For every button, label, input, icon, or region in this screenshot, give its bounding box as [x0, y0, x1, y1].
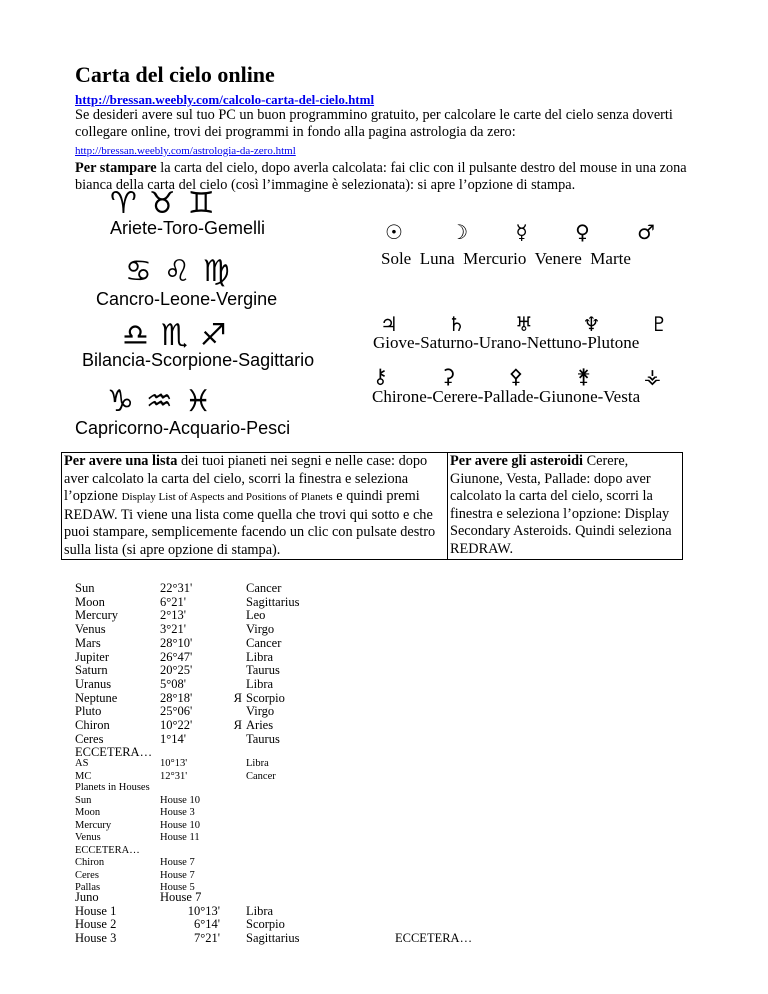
info-left-bold: Per avere una lista [64, 453, 178, 469]
sign: Cancer [246, 635, 282, 650]
positions-names [75, 582, 152, 760]
list-item: Mars [75, 635, 101, 650]
degree: 3°21' [160, 622, 187, 637]
zodiac-label-2: Cancro-Leone-Vergine [96, 289, 278, 309]
cusp-name: House 1 [75, 903, 117, 918]
intro-paragraph: Se desideri avere sul tuo PC un buon programmino gratuito, per calcolare le carte del cielo senza doverti collegare online, trovi dei programmi in fondo alla pagina astrologia da zero: [75, 107, 673, 140]
retro: Я [233, 690, 242, 705]
house-planet: Moon [75, 807, 101, 818]
retro [232, 596, 242, 610]
angle-sign: Cancer [246, 770, 276, 782]
sign: Taurus [246, 663, 280, 678]
planet-label-2: Giove-Saturno-Urano-Nettuno-Plutone [373, 333, 640, 352]
list-item: Jupiter [75, 649, 110, 664]
positions-signs [246, 582, 299, 746]
venus-icon: ♀ [575, 220, 590, 244]
angle-name: MC [75, 770, 92, 782]
sign: Scorpio [246, 690, 285, 705]
info-right-bold: Per avere gli asteroidi [450, 453, 584, 469]
list-item: Saturn [75, 663, 108, 678]
cusp-degree: 7°21' [193, 931, 220, 946]
degree: 2°13' [160, 608, 187, 623]
house-planet: Chiron [75, 857, 105, 868]
info-left-text2: e quindi premi REDAW. Ti viene una lista come quella che trovi qui sotto e che puoi stampare, semplicemente facendo un clic con pulsate destro sulla lista (si apre opzione di stampa). [64, 488, 436, 558]
calcolo-link[interactable]: http://bressan.weebly.com/calcolo-carta-del-cielo.html [75, 92, 375, 107]
house-planet: Pallas [75, 882, 101, 893]
list-item: Uranus [75, 676, 112, 691]
house-number: House 3 [160, 807, 195, 818]
sign: Aries [246, 718, 274, 733]
degree: 28°18' [160, 690, 193, 705]
angle-name: AS [75, 758, 89, 769]
retro [232, 651, 242, 665]
mercury-icon: ☿ [515, 220, 528, 244]
angle-degree: 12°31' [160, 770, 188, 782]
degree: 10°22' [160, 718, 193, 733]
degree: 28°10' [160, 635, 193, 650]
zodiac-label-4: Capricorno-Acquario-Pesci [75, 418, 291, 438]
list-item: Moon [75, 594, 105, 609]
cusps-list [75, 891, 495, 961]
info-left-text1: dei tuoi pianeti nei segni e nelle case: dopo aver calcolato la carta del cielo, scorri la finestra e seleziona l’opzione [64, 453, 428, 504]
cusp-name: House 3 [75, 931, 117, 946]
list-item: Venus [75, 622, 106, 637]
planet-label-3: Chirone-Cerere-Pallade-Giunone-Vesta [372, 387, 641, 406]
house-number: House 11 [160, 832, 200, 843]
sign: Leo [246, 608, 266, 623]
info-right-cell [448, 453, 683, 560]
zodiac-label-3: Bilancia-Scorpione-Sagittario [82, 350, 315, 370]
info-left-cell [62, 453, 448, 560]
degree: 20°25' [160, 663, 193, 678]
degree: 6°21' [160, 594, 187, 609]
cusp-sign: Scorpio [246, 917, 285, 932]
planet-glyphs-3 [373, 364, 661, 388]
pallas-icon: ⚴ [508, 364, 524, 388]
cusp-degree: 6°14' [193, 917, 220, 932]
retro [232, 582, 242, 596]
retro: Я [233, 718, 242, 733]
neptune-icon: ♆ [582, 312, 601, 336]
degree: 25°06' [160, 704, 193, 719]
retro [232, 637, 242, 651]
house-number: House 10 [160, 819, 200, 831]
house-planet: Mercury [75, 819, 112, 831]
cusp-degree: 10°13' [187, 903, 220, 918]
print-bold: Per stampare [75, 160, 157, 176]
list-item: Ceres [75, 731, 104, 746]
eccetera: ECCETERA… [75, 745, 153, 760]
juno-house: House 7 [160, 890, 202, 904]
sign: Virgo [246, 704, 275, 719]
house-planet: Venus [75, 832, 101, 843]
list-item: Pluto [75, 704, 102, 719]
degree: 5°08' [160, 676, 187, 691]
saturn-icon: ♄ [447, 312, 466, 336]
eccetera: ECCETERA… [75, 844, 140, 856]
list-item: Sun [75, 581, 95, 595]
pluto-icon: ♇ [650, 312, 668, 336]
info-right-text: Cerere, Giunone, Vesta, Pallade: dopo aver calcolato la carta del cielo, scorri la finestra e seleziona l’opzione: Display Secondary Asteroids. Quindi seleziona REDRAW. [450, 453, 672, 557]
sign: Libra [246, 649, 274, 664]
mars-icon: ♂ [637, 220, 655, 244]
page-title: Carta del cielo online [75, 62, 275, 87]
print-text: la carta del cielo, dopo averla calcolata: fai clic con il pulsante destro del mouse in una zona bianca della carta del cielo (così l’immagine è selezionata): si apre l’opzione di stampa. [75, 160, 687, 193]
zodiac-label-1: Ariete-Toro-Gemelli [110, 218, 266, 238]
degree: 1°14' [160, 731, 187, 746]
positions-degrees [160, 582, 192, 746]
angle-degree: 10°13' [160, 758, 188, 769]
house-number: House 10 [160, 794, 200, 806]
houses-list [75, 782, 375, 892]
juno-icon: ⚵ [576, 364, 591, 388]
sign: Cancer [246, 581, 282, 595]
zodiac-glyphs-3: ♎♏♐ [122, 318, 239, 353]
angle-sign: Libra [246, 758, 269, 769]
retro [232, 623, 242, 637]
list-item: Mercury [75, 608, 119, 623]
house-number: House 5 [160, 882, 195, 893]
planet-label-1: Sole Luna Mercurio Venere Marte [381, 249, 631, 268]
zodiac-glyphs-1: ♈♉♊ [110, 186, 227, 221]
sign: Libra [246, 676, 274, 691]
moon-icon: ☽ [450, 220, 469, 244]
chiron-icon: ⚷ [373, 364, 388, 388]
vesta-icon: ⚶ [644, 364, 661, 388]
houses-title: Planets in Houses [75, 782, 150, 793]
house-planet: Sun [75, 794, 92, 806]
eccetera-final: ECCETERA… [395, 931, 473, 945]
list-item: Neptune [75, 690, 118, 705]
zodiac-glyphs-2: ♋♌♍ [125, 254, 242, 289]
uranus-icon: ♅ [515, 312, 533, 336]
house-planet: Ceres [75, 869, 99, 881]
juno-name: Juno [75, 890, 99, 904]
jupiter-icon: ♃ [380, 312, 398, 336]
retro [232, 609, 242, 623]
cusp-name: House 2 [75, 917, 117, 932]
info-left-small: Display List of Aspects and Positions of Planets [121, 491, 333, 503]
cusp-sign: Sagittarius [246, 931, 300, 946]
planet-glyphs-1 [385, 220, 655, 244]
retro [232, 705, 242, 719]
info-table [61, 452, 683, 560]
house-number: House 7 [160, 857, 195, 868]
sun-icon: ☉ [385, 220, 403, 244]
retro [232, 733, 242, 747]
house-number: House 7 [160, 869, 195, 881]
retro [232, 678, 242, 692]
ceres-icon: ⚳ [440, 364, 456, 388]
degree: 26°47' [160, 649, 193, 664]
zodiac-glyphs-4: ♑♒♓ [107, 384, 224, 419]
degree: 22°31' [160, 581, 193, 595]
astrologia-link[interactable]: http://bressan.weebly.com/astrologia-da-zero.html [75, 145, 296, 157]
sign: Sagittarius [246, 594, 300, 609]
positions-retro [232, 582, 242, 746]
sign: Virgo [246, 622, 275, 637]
list-item: Chiron [75, 718, 110, 733]
cusp-sign: Libra [246, 903, 274, 918]
sign: Taurus [246, 731, 280, 746]
retro [232, 664, 242, 678]
